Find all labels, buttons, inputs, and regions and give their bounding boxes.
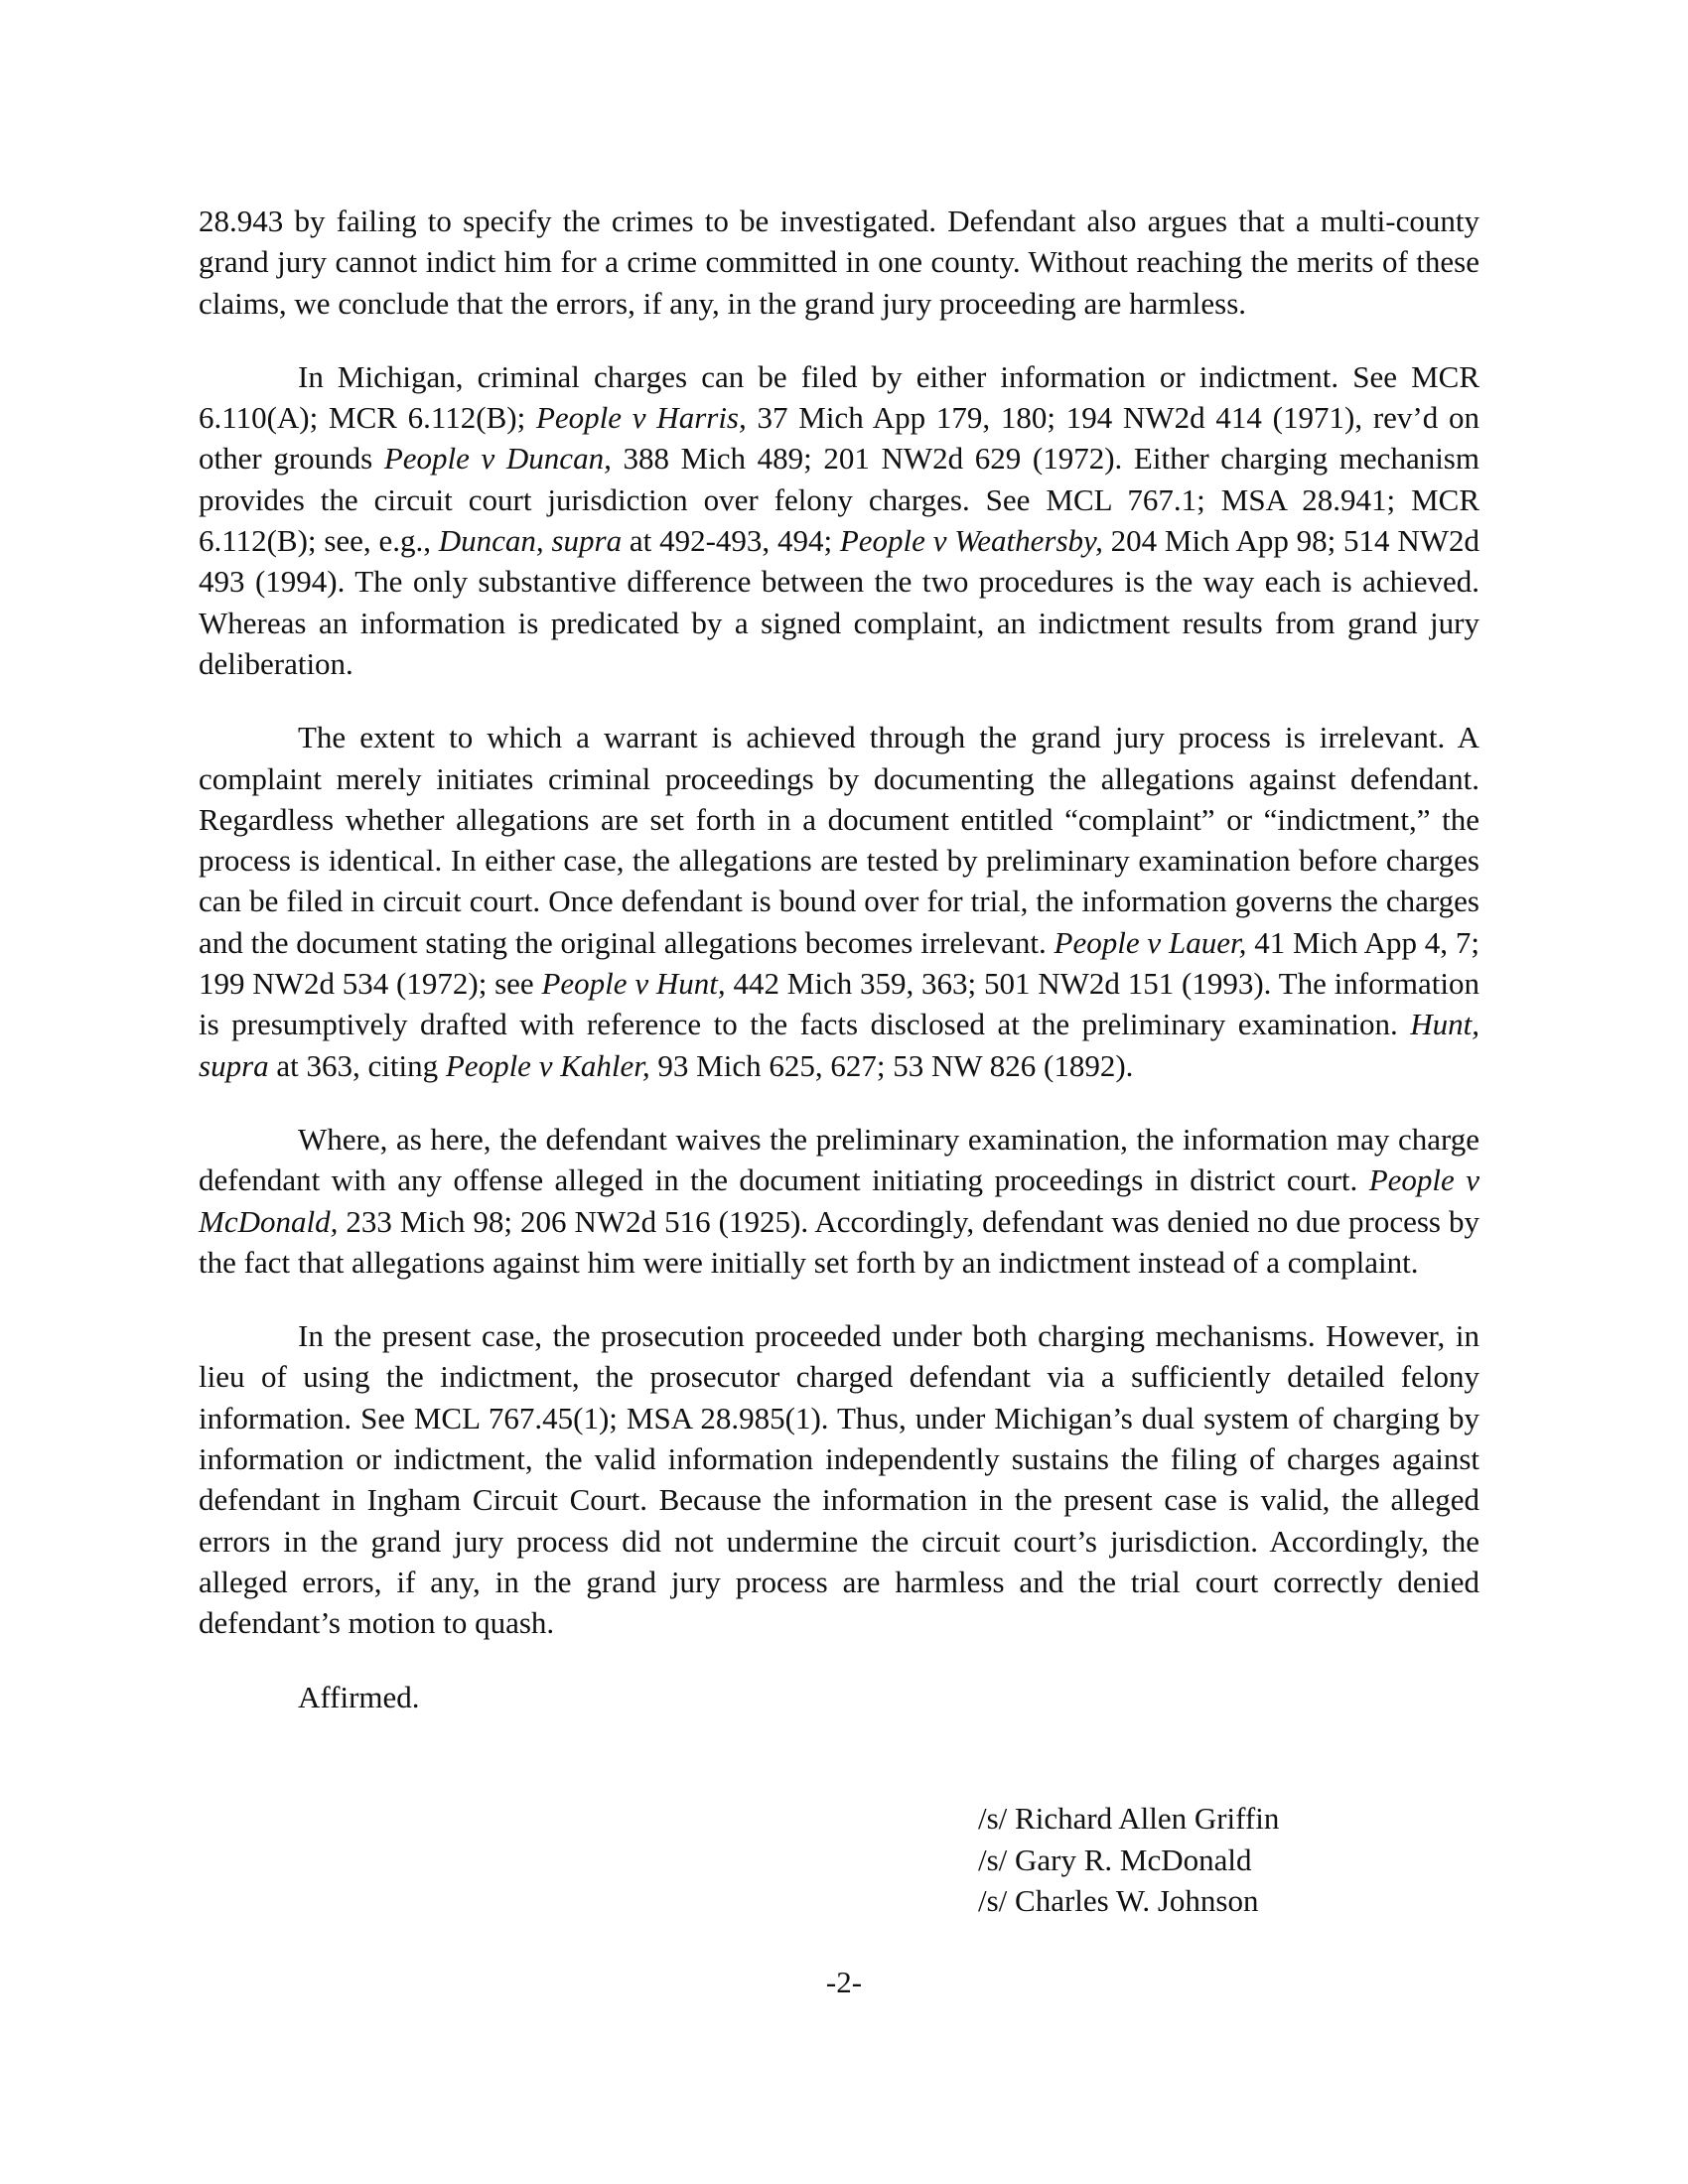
signature-line: /s/ Richard Allen Griffin [978,1801,1280,1836]
case-citation: Hunt, supra [199,1007,1479,1083]
text-run: In Michigan, criminal charges can be filed by either information or indictment. See MCR 6.110(A); MCR 6.112(B); [199,358,1479,436]
text-run: 442 Mich 359, 363; 501 NW2d 151 (1993). The information is presumptively drafted with reference to the facts disclosed at the preliminary examination. [199,966,1479,1042]
case-citation: People v Kahler, [445,1047,650,1083]
case-citation: People v Weathersby, [839,523,1103,559]
page-number: -2- [825,1965,863,1999]
text-run: 28.943 by failing to specify the crimes to be investigated. Defendant also argues that a multi-county grand jury cannot indict him for a crime committed in one county. Without reaching the merits of these claims, we conclude that the errors, if any, in the grand jury proceeding are harmless. [199,204,1479,321]
text-run: The extent to which a warrant is achieved through the grand jury process is irrelevant. A complaint merely initiates criminal proceedings by documenting the allegations against defendant. Regardless whether allegations are set forth in a document entitled “complaint” or “indictment,” the process is identical. In either case, the allegations are tested by preliminary examination before charges can be filed in circuit court. Once defendant is bound over for trial, the information governs the charges and the document stating the original allegations becomes irrelevant. [199,720,1479,960]
text-run: 204 Mich App 98; 514 NW2d 493 (1994). The only substantive difference between the two procedures is the way each is achieved. Whereas an information is predicated by a signed complaint, an indictment results from grand jury deliberation. [199,523,1479,681]
text-run: 93 Mich 625, 627; 53 NW 826 (1892). [649,1047,1134,1083]
affirmed-line: Affirmed. [298,1679,420,1714]
text-run: 37 Mich App 179, 180; 194 NW2d 414 (1971), rev’d on other grounds [199,400,1479,477]
case-citation: People v Hunt, [541,966,726,1002]
body-paragraph [199,1119,1479,1283]
text-run: 388 Mich 489; 201 NW2d 629 (1972). Either charging mechanism provides the circuit court jurisdiction over felony charges. See MCL 767.1; MSA 28.941; MCR 6.112(B); see, e.g., [199,441,1479,559]
opinion-body [199,201,1479,1644]
text-run: Where, as here, the defendant waives the preliminary examination, the information may charge defendant with any offense alleged in the document initiating proceedings in district court. [199,1121,1479,1198]
body-paragraph [199,356,1479,684]
case-citation: People v Lauer, [1054,924,1247,960]
signature-line: /s/ Charles W. Johnson [978,1883,1259,1918]
text-run: 233 Mich 98; 206 NW2d 516 (1925). Accordingly, defendant was denied no due process by the fact that allegations against him were initially set forth by an indictment instead of a complaint. [199,1203,1479,1280]
text-run: at 492-493, 494; [622,523,840,559]
text-run: 41 Mich App 4, 7; 199 NW2d 534 (1972); see [199,924,1479,1002]
body-paragraph [199,201,1479,324]
body-paragraph [199,1315,1479,1643]
text-run: In the present case, the prosecution proceeded under both charging mechanisms. However, in lieu of using the indictment, the prosecutor charged defendant via a sufficiently detailed felony information. See MCL 767.45(1); MSA 28.985(1). Thus, under Michigan’s dual system of charging by information or indictment, the valid information independently sustains the filing of charges against defendant in Ingham Circuit Court. Because the information in the present case is valid, the alleged errors in the grand jury process did not undermine the circuit court’s jurisdiction. Accordingly, the alleged errors, if any, in the grand jury process are harmless and the trial court correctly denied defendant’s motion to quash. [199,1318,1479,1641]
case-citation: People v Harris, [535,400,747,436]
case-citation: People v Duncan, [383,441,612,477]
case-citation: Duncan, supra [438,523,623,559]
signature-block [978,1798,1279,1922]
case-citation: People v McDonald, [199,1162,1479,1239]
body-paragraph [199,717,1479,1086]
text-run: at 363, citing [268,1047,446,1083]
signature-line: /s/ Gary R. McDonald [978,1842,1252,1877]
